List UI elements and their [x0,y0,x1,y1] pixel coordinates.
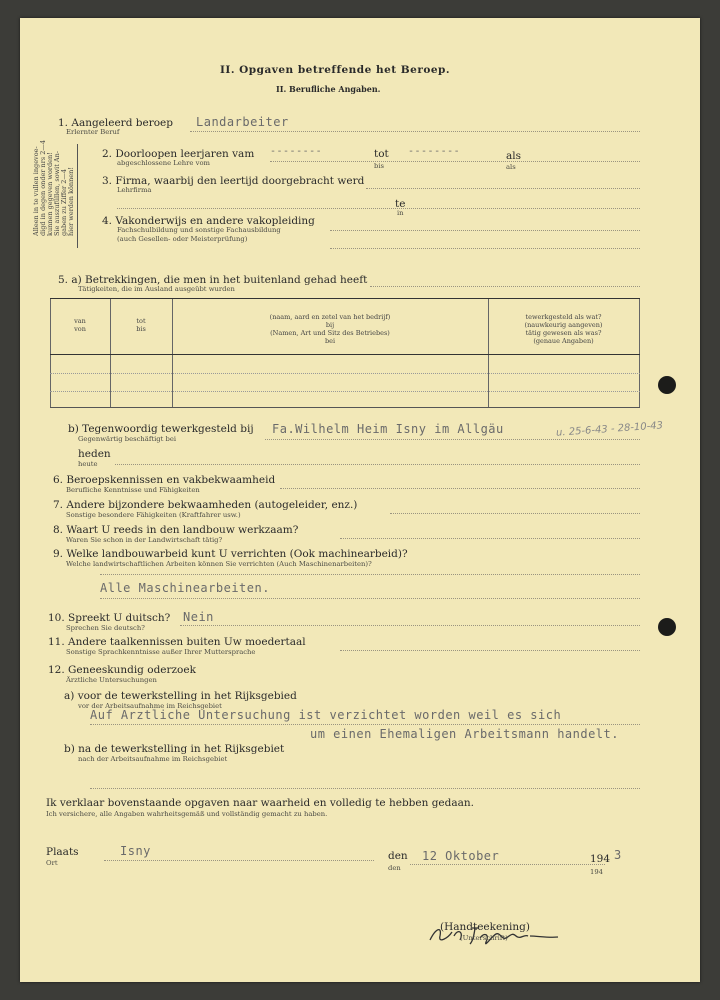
date-label: den [388,850,408,862]
year-prefix: 194 [590,853,611,865]
side-note: Alleen in te vullen ingevoe- digd in degen onder nrs 2—4 kunnen gegeven worden! Sie auszufüllen, sowit An- gaben zu Ziffer 2—4 hier werden können! [32,140,75,236]
q10-label-de: Sprechen Sie deutsch? [66,624,145,632]
q7-line [390,513,640,514]
q12a-answer-2[interactable]: um einen Ehemaligen Arbeitsmann handelt. [310,727,619,741]
q9-label-de: Welche landwirtschaftlichen Arbeiten können Sie verrichten (Auch Maschinenarbeiten)? [66,560,372,568]
q8-line [340,538,640,539]
q5b-line-1 [265,439,640,440]
q11-label-de: Sonstige Sprachkenntnisse außer Ihrer Muttersprache [66,648,256,656]
q2-line [270,161,640,162]
q12a-label-de: vor der Arbeitsaufnahme im Reichsgebiet [78,702,222,710]
q7-label-de: Sonstige besondere Fähigkeiten (Kraftfahrer usw.) [66,511,241,519]
th-occupation: tewerkgesteld als wat? (nauwkeurig aangeven) tätig gewesen als was? (genaue Angaben) [524,313,603,345]
q2-to[interactable]: -------- [408,146,461,157]
employment-table [50,298,640,408]
q2-label: 2. Doorloopen leerjaren vam [102,148,255,160]
q2-label-de: abgeschlossene Lehre vom [117,159,210,167]
q9-answer[interactable]: Alle Maschinearbeiten. [100,581,270,595]
q8-label-de: Waren Sie schon in der Landwirtschaft tätig? [66,536,223,544]
punch-hole-1 [658,376,676,394]
q6-label: 6. Beroepskennissen en vakbekwaamheid [53,474,276,486]
date-value[interactable]: 12 Oktober [422,849,500,863]
year-label-de: 194 [590,868,603,876]
q5a-line [370,286,640,287]
q4-line-2 [330,248,640,249]
form-title: II. Opgaven betreffende het Beroep. [220,64,451,76]
q5b-answer[interactable]: Fa.Wilhelm Heim Isny im Allgäu [272,422,504,436]
q5b-label-de: Gegenwärtig beschäftigt bei [78,435,177,443]
declaration-text-de: Ich versichere, alle Angaben wahrheitsgemäß und vollständig gemacht zu haben. [46,810,328,818]
q9-label: 9. Welke landbouwarbeid kunt U verrichten (Ook machinearbeid)? [53,548,408,560]
declaration-text: Ik verklaar bovenstaande opgaven naar waarheid en volledig te hebben gedaan. [46,797,474,809]
q5a-label: 5. a) Betrekkingen, die men in het buitenland gehad heeft [58,274,368,286]
date-line [410,864,605,865]
year-suffix[interactable]: 3 [614,848,622,862]
q11-label: 11. Andere taalkennissen buiten Uw moedertaal [48,636,306,648]
q4-line-1 [330,230,640,231]
q8-label: 8. Waart U reeds in den landbouw werkzaam? [53,524,299,536]
q5b-heden: heden [78,448,111,460]
q5a-label-de: Tätigkeiten, die im Ausland ausgeübt wurden [78,285,235,293]
q3-in: in [397,209,404,217]
q12a-line [90,724,640,725]
q3-te: te [395,198,406,210]
place-line [104,860,374,861]
q2-tot: tot [374,148,389,160]
q12b-label-de: nach der Arbeitsaufnahme im Reichsgebiet [78,755,228,763]
q12a-label: a) voor de tewerkstelling in het Rijksgebied [64,690,297,702]
q12a-answer-1[interactable]: Auf Arztliche Untersuchung ist verzichtet worden weil es sich [90,708,562,722]
q11-line [340,650,640,651]
form-subtitle: II. Berufliche Angaben. [276,84,381,94]
q12-label-de: Ärztliche Untersuchungen [66,676,157,684]
q2-from[interactable]: -------- [270,146,323,157]
punch-hole-2 [658,618,676,636]
signature-label-de: (Unterschrift) [460,934,508,942]
signature-label: (Handteekening) [440,921,530,933]
date-label-de: den [388,864,401,872]
q2-als: als [506,150,522,162]
q2-bis: bis [374,162,385,170]
q5b-date-stamp: u. 25-6-43 - 28-10-43 [555,420,664,439]
q10-answer[interactable]: Nein [183,610,214,624]
q10-line [180,625,640,626]
q1-line [190,131,640,132]
q12-label: 12. Geneeskundig oderzoek [48,664,196,676]
q6-line [280,488,640,489]
form-page [20,18,700,982]
q1-label-de: Erlernter Beruf [66,128,120,136]
q2-als-de: als [506,163,516,171]
q1-label: 1. Aangeleerd beroep [58,117,173,129]
q4-label-de2: (auch Gesellen- oder Meisterprüfung) [117,235,248,243]
q5b-line-2 [115,464,640,465]
place-label-de: Ort [46,859,58,867]
q4-label-de1: Fachschulbildung und sonstige Fachausbildung [117,226,281,234]
q3-label-de: Lehrfirma [117,186,152,194]
q6-label-de: Berufliche Kenntnisse und Fähigkeiten [66,486,200,494]
q5b-label: b) Tegenwoordig tewerkgesteld bij [68,423,254,435]
th-van: van von [74,317,86,333]
q9-line-2 [100,598,640,599]
q1-answer[interactable]: Landarbeiter [196,115,289,129]
q12b-label: b) na de tewerkstelling in het Rijksgebiet [64,743,285,755]
side-note-bracket [77,144,78,248]
th-tot: tot bis [136,317,146,333]
q3-line-2 [117,208,640,209]
q4-label: 4. Vakonderwijs en andere vakopleiding [102,215,315,227]
th-company: (naam, aard en zetel van het bedrijf) bij (Namen, Art und Sitz des Betriebes) bei [269,313,391,345]
q3-label: 3. Firma, waarbij den leertijd doorgebracht werd [102,175,365,187]
q9-line-1 [100,574,640,575]
q12b-line [90,788,640,789]
q5b-heute: heute [78,460,98,468]
q3-line-1 [366,188,640,189]
q7-label: 7. Andere bijzondere bekwaamheden (autogeleider, enz.) [53,499,358,511]
q10-label: 10. Spreekt U duitsch? [48,612,171,624]
place-value[interactable]: Isny [120,844,151,858]
place-label: Plaats [46,846,79,858]
